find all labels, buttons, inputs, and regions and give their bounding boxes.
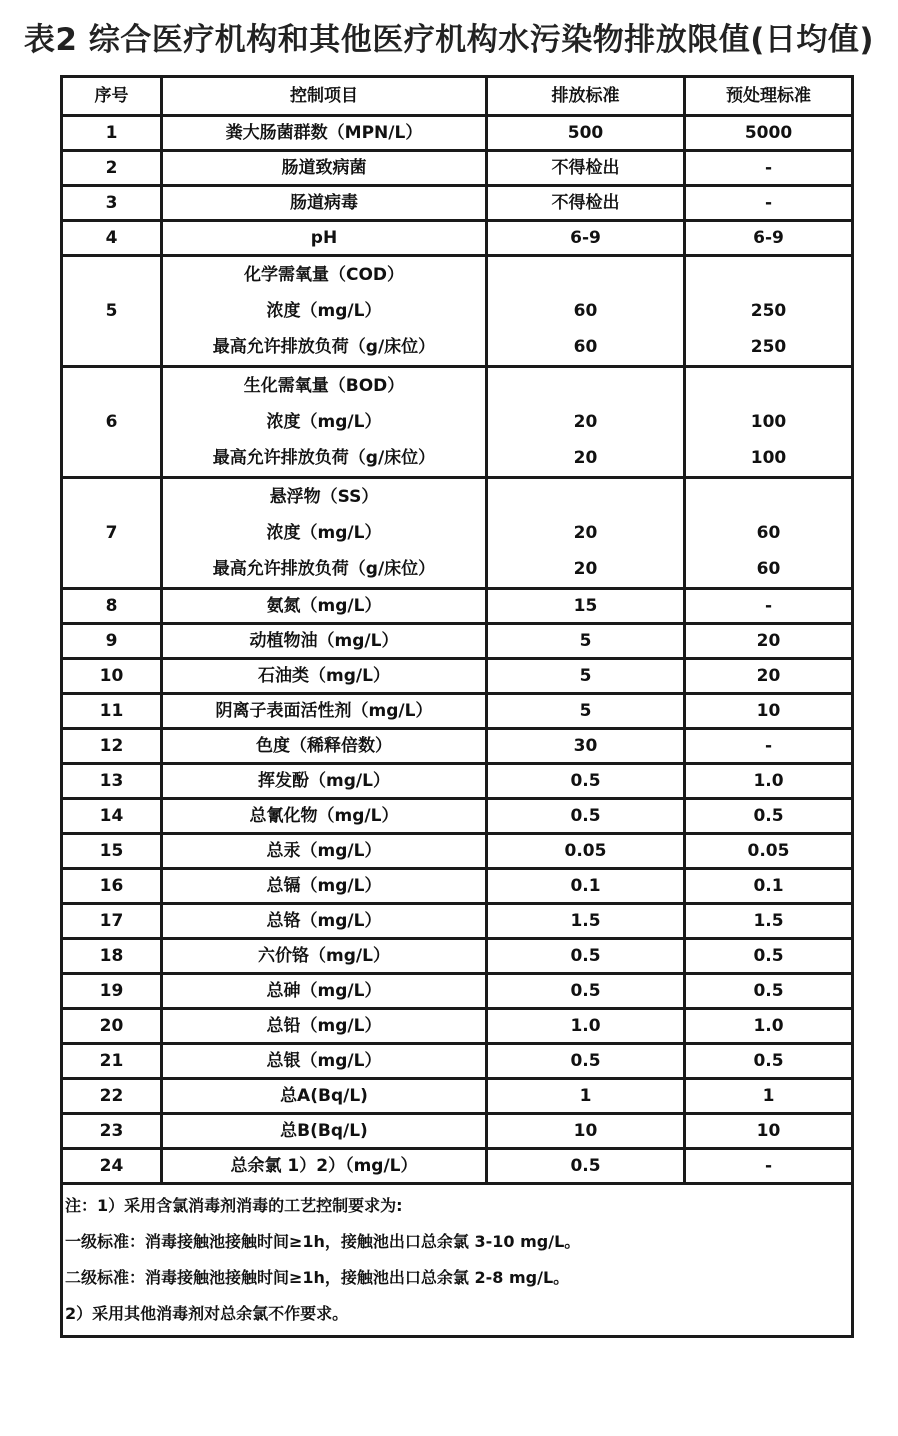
row-pretreatment: - [685, 589, 853, 624]
row-discharge: 1.5 [487, 904, 685, 939]
row-item: 色度（稀释倍数） [162, 729, 487, 764]
table-row [62, 151, 853, 186]
row-item [162, 256, 487, 367]
table-row [62, 624, 853, 659]
table-row [62, 694, 853, 729]
row-no: 21 [62, 1044, 162, 1079]
row-pretreatment-load: 100 [750, 448, 787, 468]
row-no: 12 [62, 729, 162, 764]
table-row [62, 1009, 853, 1044]
row-item: 总B(Bq/L) [162, 1114, 487, 1149]
table-row [62, 1149, 853, 1184]
row-item: 氨氮（mg/L） [162, 589, 487, 624]
row-item-load: 最高允许排放负荷（g/床位） [212, 559, 436, 579]
table-row [62, 974, 853, 1009]
row-no: 2 [62, 151, 162, 186]
row-item: 挥发酚（mg/L） [162, 764, 487, 799]
row-pretreatment: 0.5 [685, 974, 853, 1009]
row-item: 总铬（mg/L） [162, 904, 487, 939]
row-item: 总A(Bq/L) [162, 1079, 487, 1114]
notes-row [62, 1184, 853, 1337]
row-item-main: 悬浮物（SS） [269, 487, 379, 507]
row-discharge-concentration: 60 [573, 301, 598, 321]
table-row [62, 799, 853, 834]
row-item-main: 化学需氧量（COD） [243, 265, 405, 285]
row-discharge-concentration: 20 [573, 412, 598, 432]
row-discharge-load: 20 [573, 559, 598, 579]
row-item: 动植物油（mg/L） [162, 624, 487, 659]
row-discharge: 0.05 [487, 834, 685, 869]
row-discharge: 5 [487, 659, 685, 694]
row-item [162, 367, 487, 478]
row-discharge: 0.1 [487, 869, 685, 904]
row-discharge: 6-9 [487, 221, 685, 256]
row-no: 1 [62, 116, 162, 151]
table-row [62, 764, 853, 799]
row-discharge: 15 [487, 589, 685, 624]
row-discharge: 10 [487, 1114, 685, 1149]
row-no: 4 [62, 221, 162, 256]
row-item: 总铅（mg/L） [162, 1009, 487, 1044]
table-row [62, 1044, 853, 1079]
row-pretreatment-concentration: 100 [750, 412, 787, 432]
row-pretreatment: 1.5 [685, 904, 853, 939]
row-no: 18 [62, 939, 162, 974]
row-item: 肠道致病菌 [162, 151, 487, 186]
table-row [62, 869, 853, 904]
note-line: 2）采用其他消毒剂对总余氯不作要求。 [65, 1304, 349, 1323]
row-no: 15 [62, 834, 162, 869]
row-discharge [487, 478, 685, 589]
row-discharge: 0.5 [487, 1044, 685, 1079]
row-item-concentration: 浓度（mg/L） [266, 523, 382, 543]
row-item-concentration: 浓度（mg/L） [266, 301, 382, 321]
row-pretreatment: 6-9 [685, 221, 853, 256]
row-pretreatment: - [685, 151, 853, 186]
row-pretreatment: 5000 [685, 116, 853, 151]
row-discharge: 不得检出 [487, 186, 685, 221]
row-pretreatment: 0.5 [685, 799, 853, 834]
row-pretreatment: 10 [685, 694, 853, 729]
row-pretreatment: 20 [685, 659, 853, 694]
row-item: 总汞（mg/L） [162, 834, 487, 869]
note-line: 一级标准：消毒接触池接触时间≥1h，接触池出口总余氯 3-10 mg/L。 [65, 1232, 581, 1251]
row-pretreatment: 10 [685, 1114, 853, 1149]
row-no: 5 [62, 256, 162, 367]
row-item: 六价铬（mg/L） [162, 939, 487, 974]
row-no: 23 [62, 1114, 162, 1149]
row-no: 20 [62, 1009, 162, 1044]
row-pretreatment [685, 256, 853, 367]
row-discharge-load: 60 [573, 337, 598, 357]
row-discharge: 5 [487, 624, 685, 659]
table-row [62, 659, 853, 694]
page-title: 表2 综合医疗机构和其他医疗机构水污染物排放限值(日均值) [23, 22, 875, 58]
row-discharge: 500 [487, 116, 685, 151]
row-pretreatment-load: 60 [756, 559, 781, 579]
row-discharge: 0.5 [487, 799, 685, 834]
row-discharge: 0.5 [487, 939, 685, 974]
row-discharge [487, 256, 685, 367]
row-no: 16 [62, 869, 162, 904]
row-item: 总氰化物（mg/L） [162, 799, 487, 834]
row-pretreatment [685, 478, 853, 589]
row-pretreatment [685, 367, 853, 478]
note-line: 注：1）采用含氯消毒剂消毒的工艺控制要求为: [65, 1196, 403, 1215]
row-item: 总砷（mg/L） [162, 974, 487, 1009]
row-no: 10 [62, 659, 162, 694]
row-item: 总余氯 1）2）（mg/L） [162, 1149, 487, 1184]
table-row [62, 186, 853, 221]
row-no: 9 [62, 624, 162, 659]
table-row [62, 256, 853, 367]
row-pretreatment: - [685, 186, 853, 221]
table-row [62, 367, 853, 478]
row-pretreatment: 0.5 [685, 939, 853, 974]
note-line: 二级标准：消毒接触池接触时间≥1h，接触池出口总余氯 2-8 mg/L。 [65, 1268, 570, 1287]
header-discharge: 排放标准 [487, 77, 685, 116]
table-header-row [62, 77, 853, 116]
header-pretreatment: 预处理标准 [685, 77, 853, 116]
table-row [62, 221, 853, 256]
table-row [62, 904, 853, 939]
row-discharge: 不得检出 [487, 151, 685, 186]
row-item: 石油类（mg/L） [162, 659, 487, 694]
table-row [62, 939, 853, 974]
row-discharge-concentration: 20 [573, 523, 598, 543]
row-item-main: 生化需氧量（BOD） [243, 376, 405, 396]
header-item: 控制项目 [162, 77, 487, 116]
row-pretreatment-load: 250 [750, 337, 787, 357]
row-discharge: 5 [487, 694, 685, 729]
row-discharge: 0.5 [487, 764, 685, 799]
row-item: 肠道病毒 [162, 186, 487, 221]
row-item-load: 最高允许排放负荷（g/床位） [212, 337, 436, 357]
row-item: pH [162, 221, 487, 256]
table-row [62, 729, 853, 764]
row-no: 11 [62, 694, 162, 729]
row-discharge: 0.5 [487, 974, 685, 1009]
row-discharge: 1 [487, 1079, 685, 1114]
row-discharge-load: 20 [573, 448, 598, 468]
row-item [162, 478, 487, 589]
row-no: 6 [62, 367, 162, 478]
row-pretreatment: - [685, 1149, 853, 1184]
row-pretreatment: 0.5 [685, 1044, 853, 1079]
table-row [62, 834, 853, 869]
row-pretreatment: 0.05 [685, 834, 853, 869]
pollutant-limits-table [60, 75, 854, 1338]
row-no: 19 [62, 974, 162, 1009]
row-no: 22 [62, 1079, 162, 1114]
row-pretreatment: 1 [685, 1079, 853, 1114]
header-no: 序号 [62, 77, 162, 116]
row-no: 14 [62, 799, 162, 834]
row-pretreatment: 1.0 [685, 764, 853, 799]
table-row [62, 116, 853, 151]
row-pretreatment: 0.1 [685, 869, 853, 904]
table-row [62, 478, 853, 589]
row-pretreatment: 20 [685, 624, 853, 659]
row-pretreatment-concentration: 60 [756, 523, 781, 543]
row-no: 7 [62, 478, 162, 589]
row-item: 阴离子表面活性剂（mg/L） [162, 694, 487, 729]
row-discharge: 1.0 [487, 1009, 685, 1044]
row-item: 总银（mg/L） [162, 1044, 487, 1079]
table-row [62, 1114, 853, 1149]
row-no: 24 [62, 1149, 162, 1184]
row-no: 3 [62, 186, 162, 221]
row-item: 总镉（mg/L） [162, 869, 487, 904]
table-row [62, 589, 853, 624]
row-discharge: 0.5 [487, 1149, 685, 1184]
row-pretreatment: - [685, 729, 853, 764]
row-no: 17 [62, 904, 162, 939]
row-pretreatment-concentration: 250 [750, 301, 787, 321]
row-item-concentration: 浓度（mg/L） [266, 412, 382, 432]
row-item-load: 最高允许排放负荷（g/床位） [212, 448, 436, 468]
row-pretreatment: 1.0 [685, 1009, 853, 1044]
row-no: 13 [62, 764, 162, 799]
table-row [62, 1079, 853, 1114]
notes-cell [62, 1184, 853, 1337]
row-no: 8 [62, 589, 162, 624]
row-discharge [487, 367, 685, 478]
row-discharge: 30 [487, 729, 685, 764]
row-item: 粪大肠菌群数（MPN/L） [162, 116, 487, 151]
